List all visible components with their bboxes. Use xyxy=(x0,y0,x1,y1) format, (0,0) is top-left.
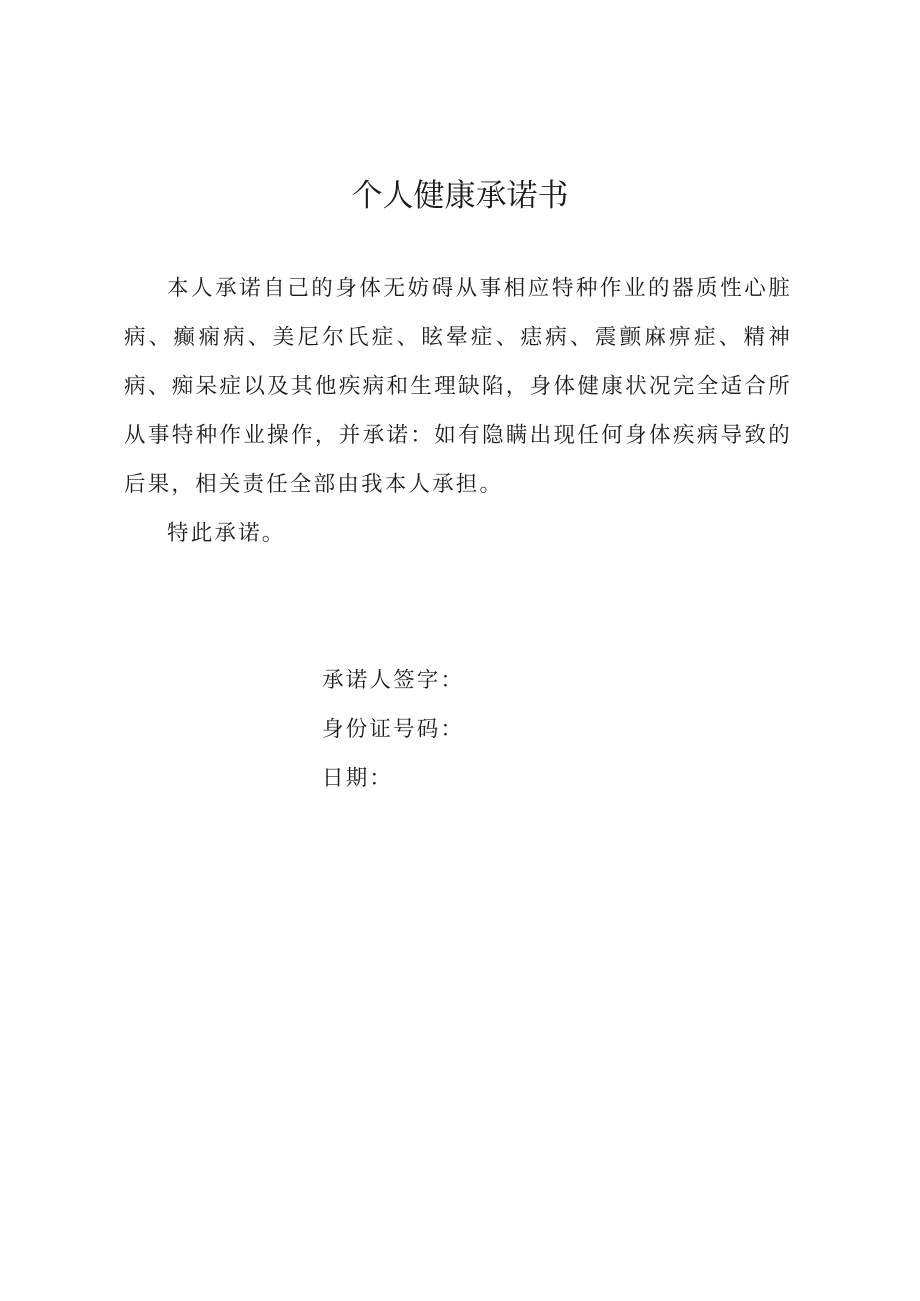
signer-signature-label: 承诺人签字： xyxy=(322,668,465,693)
promise-paragraph: 本人承诺自己的身体无妨碍从事相应特种作业的器质性心脏病、癫痫病、美尼尔氏症、眩晕症、痣病、震颤麻痹症、精神病、痴呆症以及其他疾病和生理缺陷，身体健康状况完全适合所从事特种作业操作，并承诺：如有隐瞒出现任何身体疾病导致的后果，相关责任全部由我本人承担。 xyxy=(124,276,792,497)
document-body xyxy=(124,264,792,558)
document-title: 个人健康承诺书 xyxy=(351,178,569,214)
closing-paragraph: 特此承诺。 xyxy=(167,521,286,546)
signature-block xyxy=(322,656,742,803)
id-number-label: 身份证号码： xyxy=(322,717,465,742)
date-label: 日期： xyxy=(322,766,394,791)
